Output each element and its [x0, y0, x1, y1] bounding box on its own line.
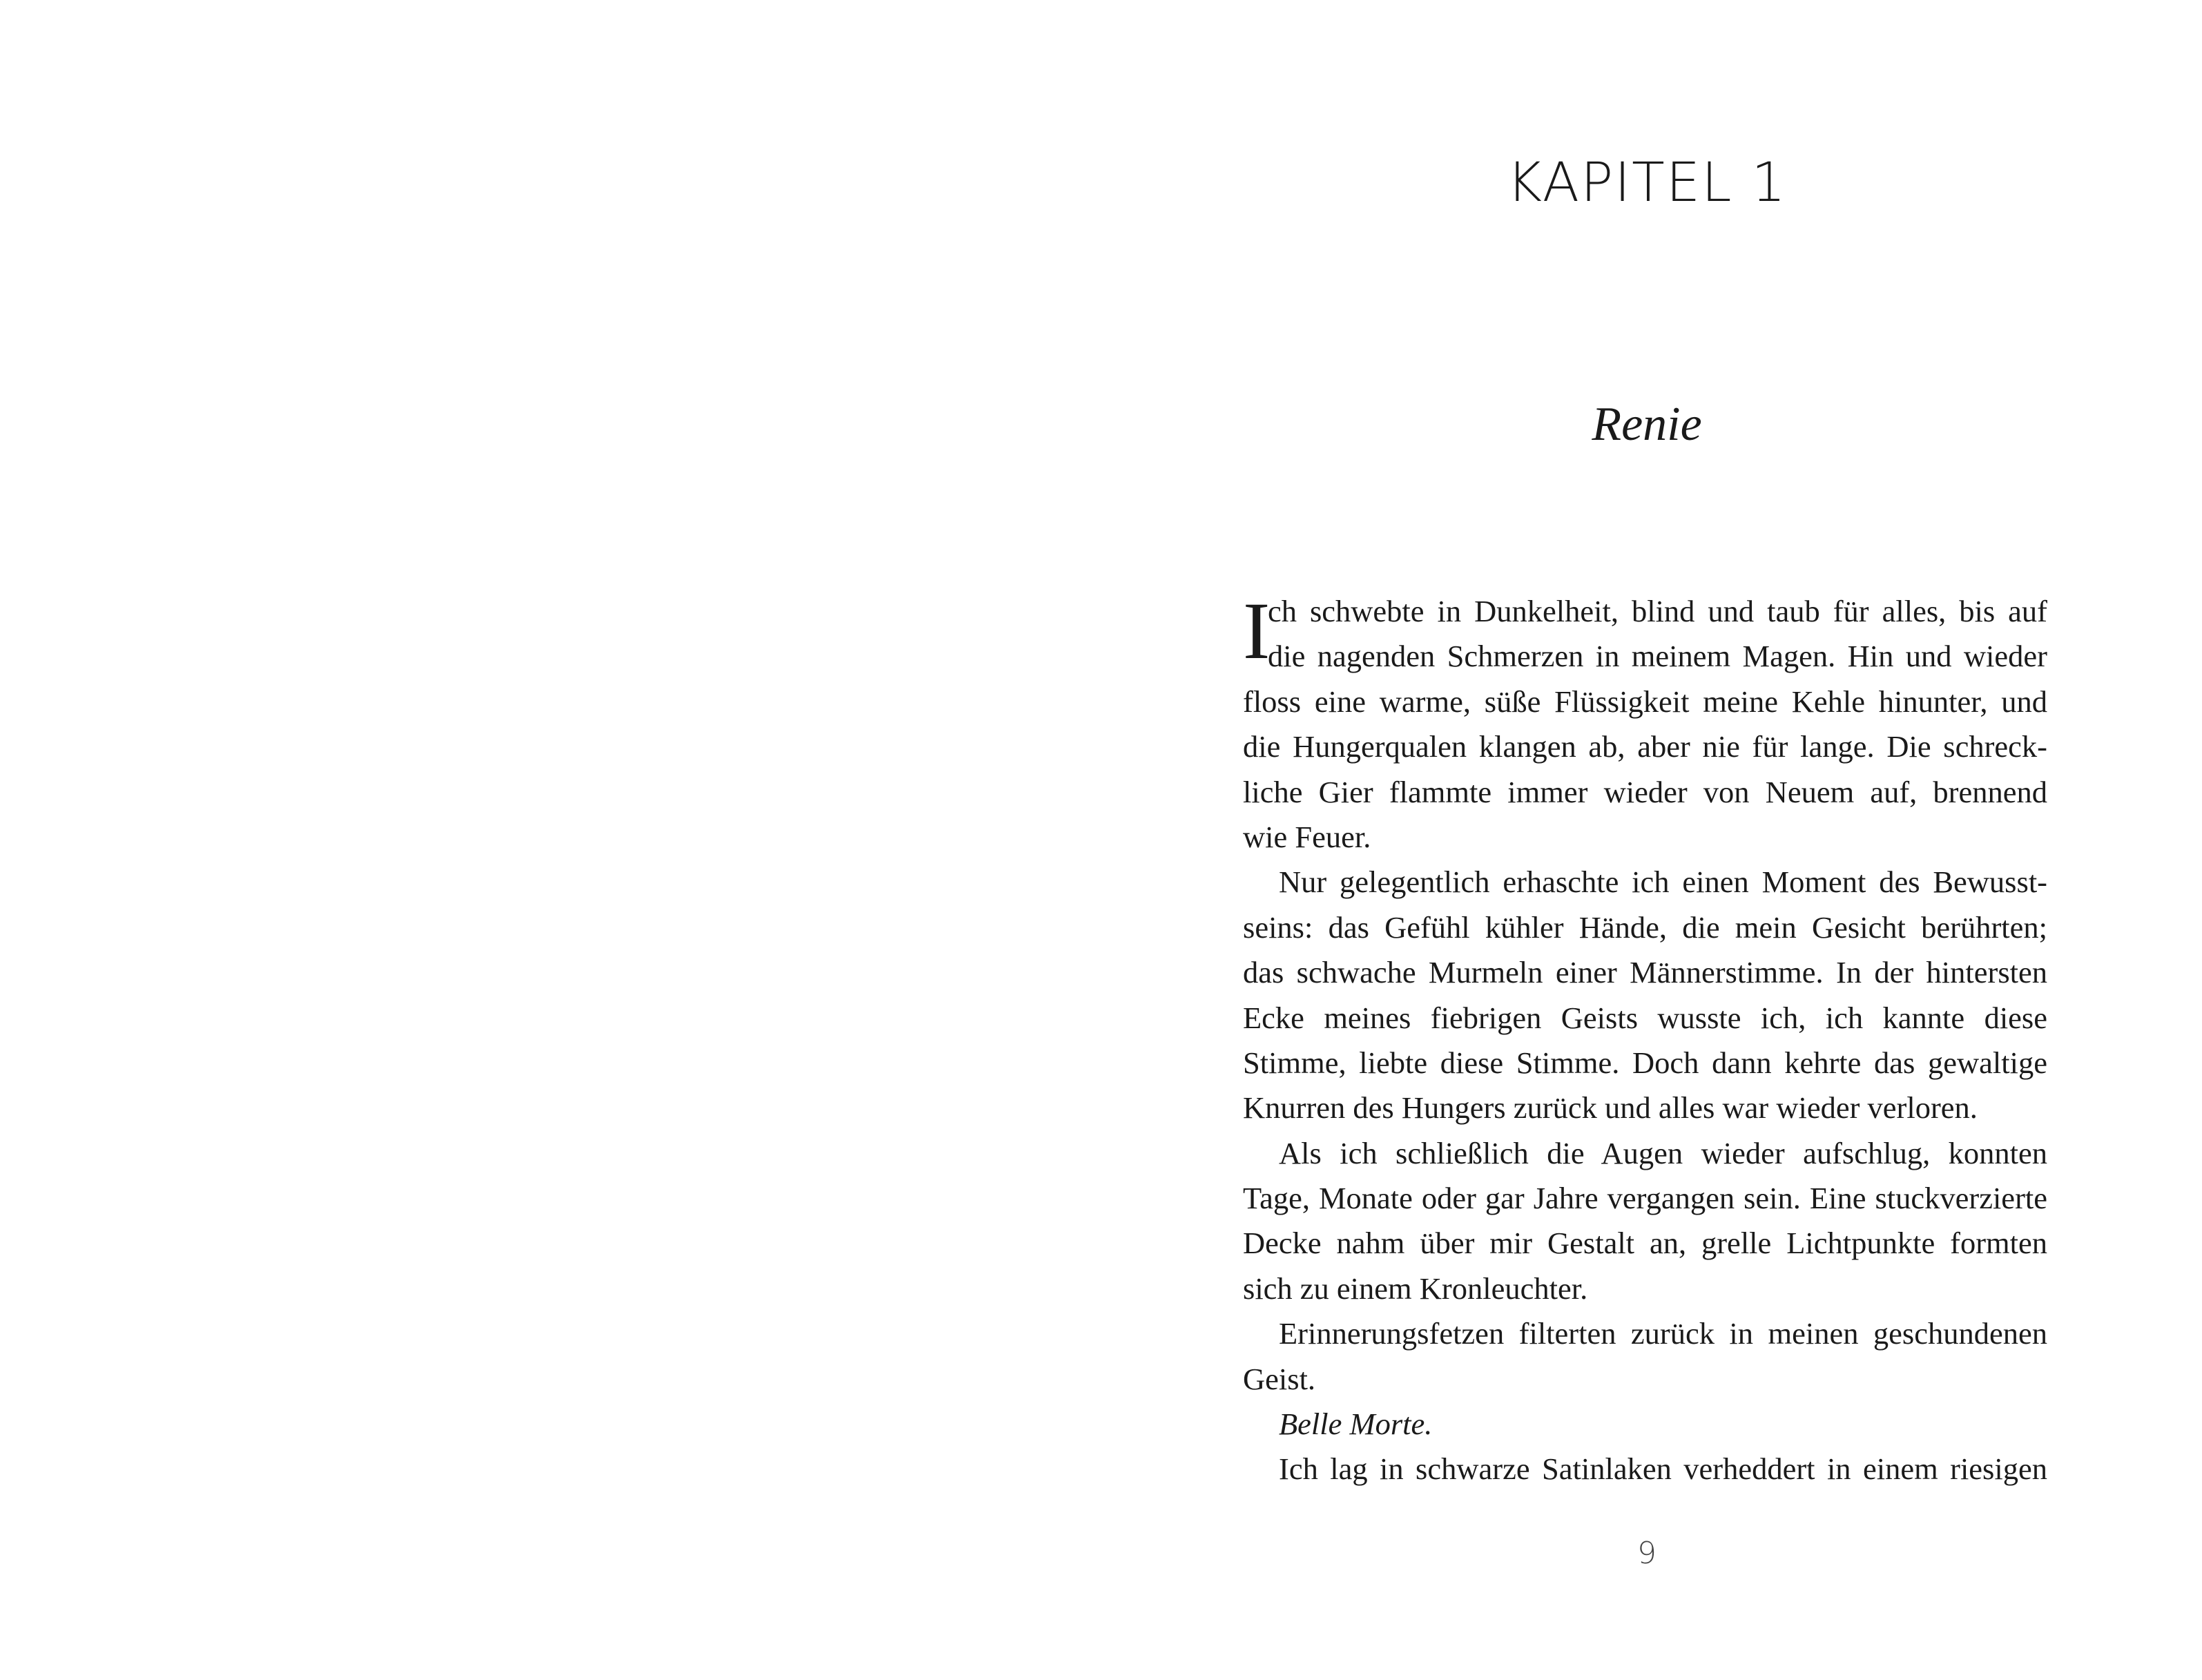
drop-cap: I [1243, 586, 1271, 676]
body-line: Nur gelegentlich erhaschte ich einen Moment des Bewusst- [1279, 865, 2047, 900]
narrator-heading: Renie [1592, 398, 1702, 451]
body-line: Erinnerungsfetzen filterten zurück in meinen geschundenen [1279, 1316, 2047, 1351]
body-line: die Hungerqualen klangen ab, aber nie für lange. Die schreck- [1243, 729, 2047, 764]
body-line: die nagenden Schmerzen in meinem Magen. Hin und wieder [1268, 639, 2047, 674]
chapter-body [1243, 586, 2047, 1492]
page-number: 9 [1637, 1536, 1657, 1571]
body-line: liche Gier flammte immer wieder von Neuem auf, brennend [1243, 774, 2047, 809]
body-line: das schwache Murmeln einer Männerstimme. In der hintersten [1243, 955, 2047, 990]
body-line: Decke nahm über mir Gestalt an, grelle Lichtpunkte formten [1243, 1226, 2047, 1261]
body-line: seins: das Gefühl kühler Hände, die mein Gesicht berührten; [1243, 909, 2047, 945]
body-line-text: ch schwebte in Dunkelheit, blind und taub für alles, bis auf [1268, 594, 2047, 628]
body-line: Tage, Monate oder gar Jahre vergangen sein. Eine stuckverzierte [1243, 1181, 2047, 1216]
chapter-title: KAPITEL 1 [1507, 152, 1787, 214]
body-line: floss eine warme, süße Flüssigkeit meine Kehle hinunter, und [1243, 684, 2047, 719]
body-line: Ich lag in schwarze Satinlaken verheddert in einem riesigen [1279, 1451, 2047, 1487]
body-line-italic: Belle Morte. [1279, 1407, 1433, 1442]
body-line: sich zu einem Kronleuchter. [1243, 1271, 1588, 1306]
body-line: Knurren des Hungers zurück und alles war wieder verloren. [1243, 1090, 1978, 1126]
body-line: Geist. [1243, 1361, 1316, 1396]
body-line: Stimme, liebte diese Stimme. Doch dann kehrte das gewaltige [1243, 1045, 2047, 1080]
body-line: Als ich schließlich die Augen wieder aufschlug, konnten [1279, 1135, 2047, 1170]
body-line: Ecke meines fiebrigen Geists wusste ich, ich kannte diese [1243, 1000, 2047, 1035]
body-line: wie Feuer. [1243, 819, 1371, 854]
